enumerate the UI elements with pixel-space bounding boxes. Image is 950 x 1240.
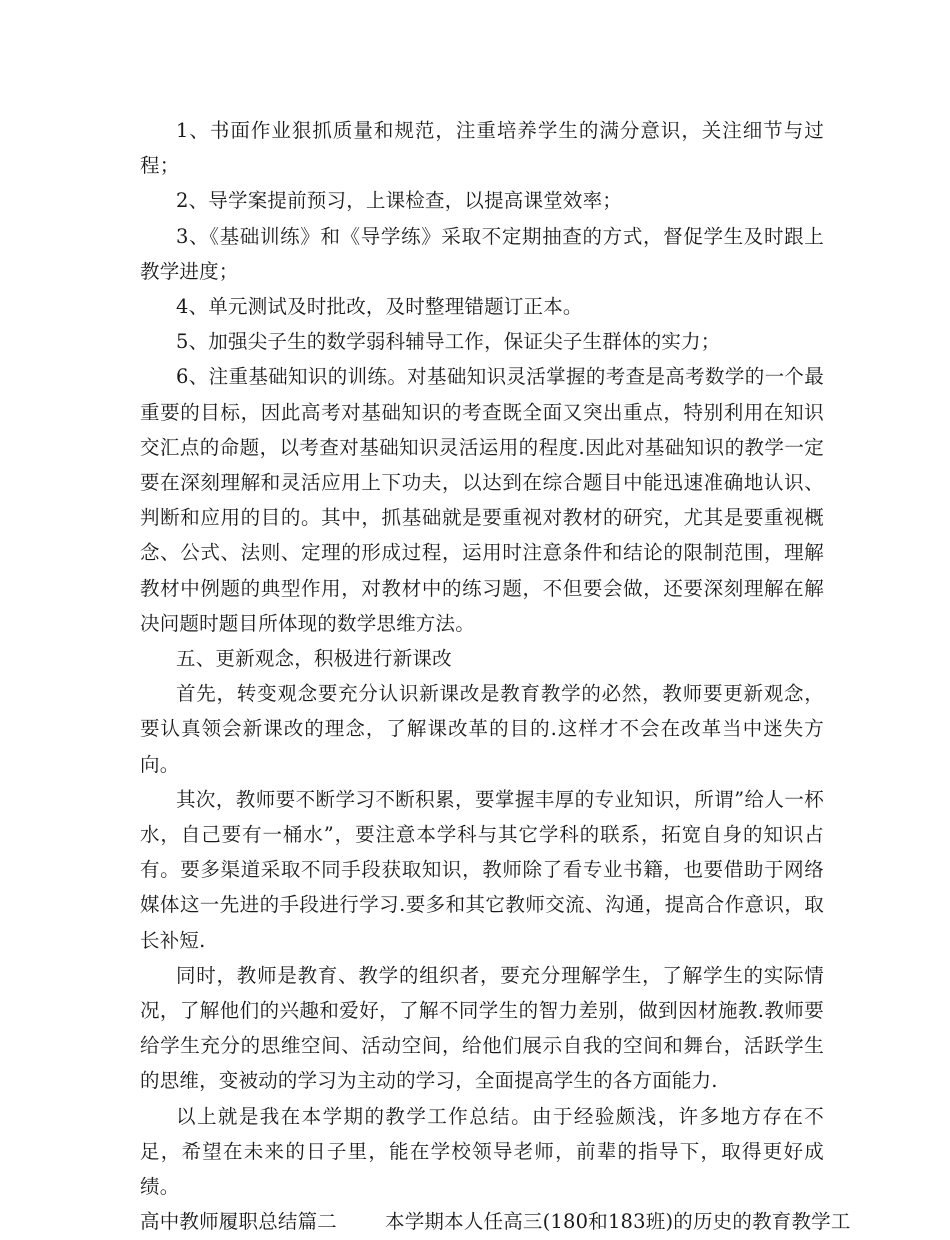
paragraph: 3、《基础训练》和《导学练》采取不定期抽查的方式，督促学生及时跟上教学进度；	[140, 224, 824, 283]
paragraph: 以上就是我在本学期的教学工作总结。由于经验颇浅，许多地方存在不足，希望在未来的日子里，能在学校领导老师，前辈的指导下，取得更好成绩。	[140, 1104, 824, 1199]
section-heading: 五、更新观念，积极进行新课改	[176, 647, 452, 671]
paragraph: 5、加强尖子生的数学弱科辅导工作，保证尖子生群体的实力；	[176, 330, 721, 354]
paragraph: 2、导学案提前预习，上课检查，以提高课堂效率；	[176, 189, 623, 213]
paragraph: 同时，教师是教育、教学的组织者，要充分理解学生，了解学生的实际情况，了解他们的兴趣和爱好，了解不同学生的智力差别，做到因材施教.教师要给学生充分的思维空间、活动空间，给他们展示自我的空间和舞台，活跃学生的思维，变被动的学习为主动的学习，全面提高学生的各方面能力.	[140, 963, 824, 1093]
paragraph: 首先，转变观念要充分认识新课改是教育教学的必然，教师要更新观念，要认真领会新课改的理念，了解课改革的目的.这样才不会在改革当中迷失方向。	[140, 682, 824, 776]
paragraph: 6、注重基础知识的训练。对基础知识灵活掌握的考查是高考数学的一个最重要的目标，因此高考对基础知识的考查既全面又突出重点，特别利用在知识交汇点的命题，以考查对基础知识灵活运用的程度.因此对基础知识的教学一定要在深刻理解和灵活应用上下功夫，以达到在综合题目中能迅速准确地认识、判断和应用的目的。其中，抓基础就是要重视对教材的研究，尤其是要重视概念、公式、法则、定理的形成过程，运用时注意条件和结论的限制范围，理解教材中例题的典型作用，对教材中的练习题，不但要会做，还要深刻理解在解决问题时题目所体现的数学思维方法。	[140, 365, 824, 635]
paragraph: 1、书面作业狠抓质量和规范，注重培养学生的满分意识，关注细节与过程；	[140, 119, 824, 178]
next-section-heading: 高中教师履职总结篇二	[140, 1210, 338, 1234]
paragraph: 其次，教师要不断学习不断积累，要掌握丰厚的专业知识，所谓”给人一杯水，自己要有一桶水”，要注意本学科与其它学科的联系，拓宽自身的知识占有。要多渠道采取不同手段获取知识，教师除了看专业书籍，也要借助于网络媒体这一先进的手段进行学习.要多和其它教师交流、沟通，提高合作意识，取长补短.	[140, 787, 824, 952]
next-section-line	[140, 1204, 851, 1239]
paragraph: 4、单元测试及时批改，及时整理错题订正本。	[176, 295, 583, 319]
next-section-text: 本学期本人任高三(180和183班)的历史的教育教学工	[385, 1210, 851, 1234]
document-body	[140, 113, 851, 1240]
